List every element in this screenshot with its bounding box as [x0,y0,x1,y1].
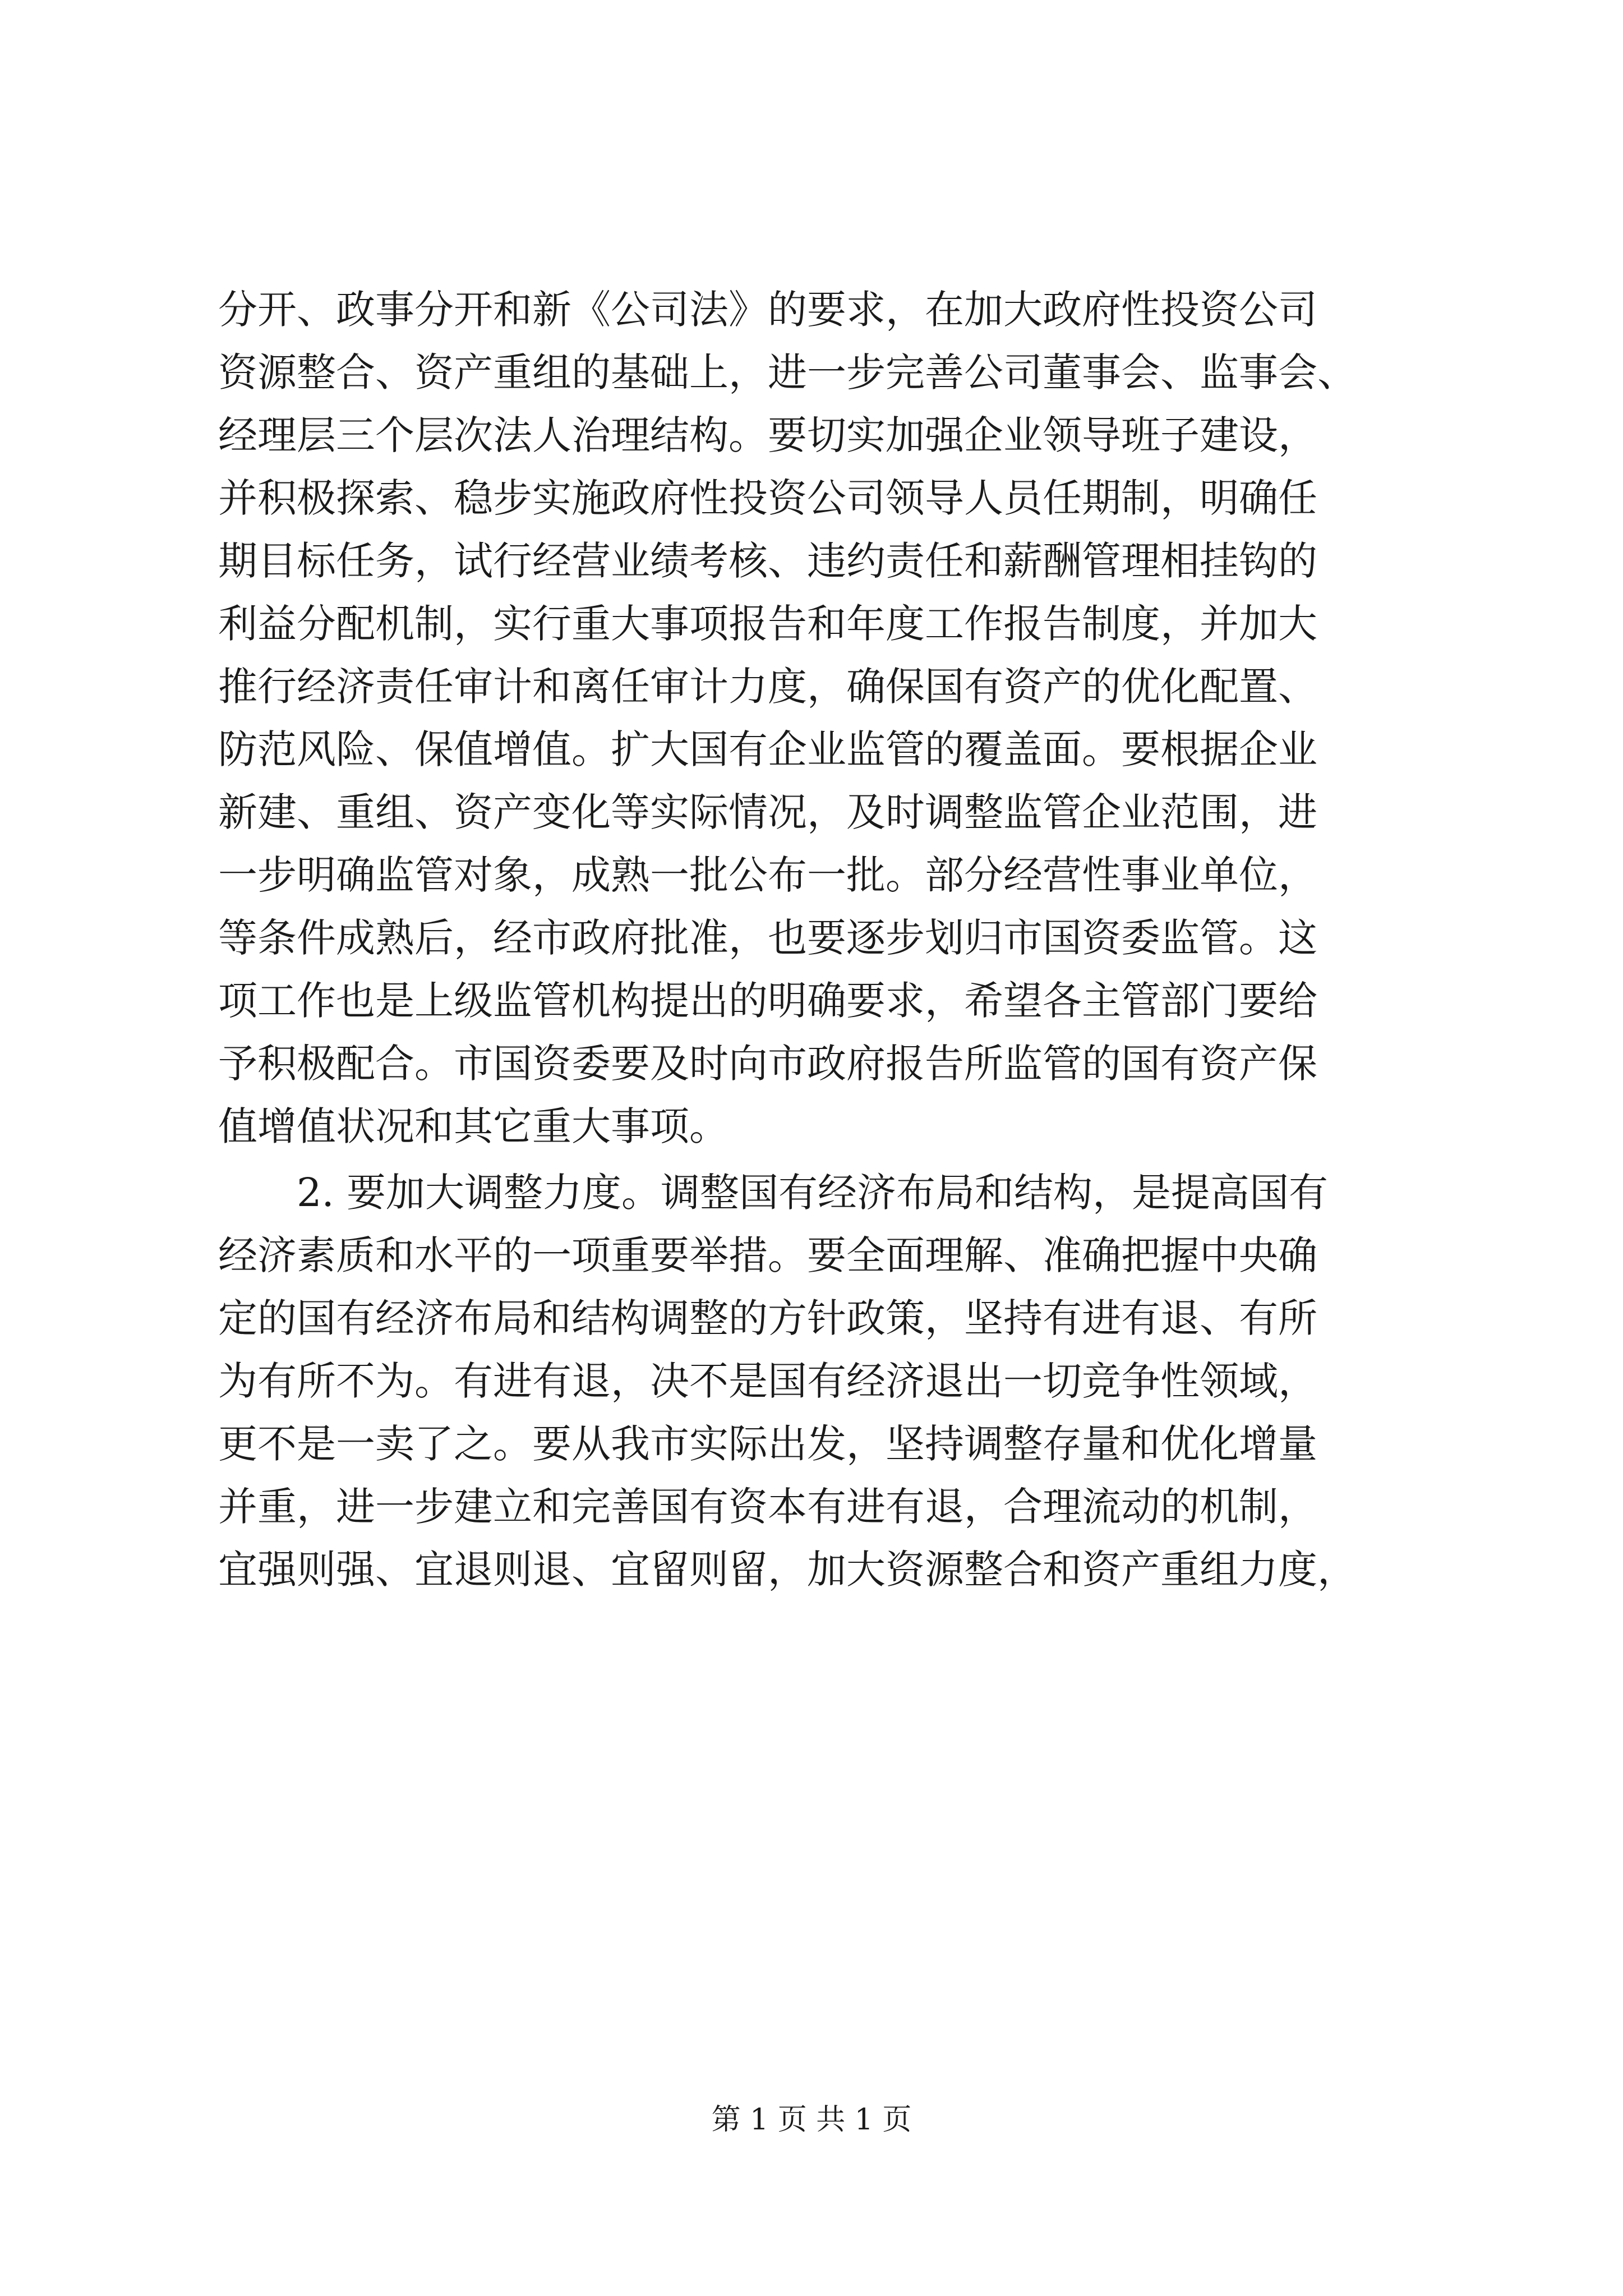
text-line: 期目标任务，试行经营业绩考核、违约责任和薪酬管理相挂钩的 [218,538,1317,584]
text-line: 为有所不为。有进有退，决不是国有经济退出一切竞争性领域， [218,1358,1317,1404]
text-line: 利益分配机制，实行重大事项报告和年度工作报告制度，并加大 [218,601,1317,647]
text-line: 值增值状况和其它重大事项。 [218,1103,728,1149]
text-line: 宜强则强、宜退则退、宜留则留，加大资源整合和资产重组力度， [218,1547,1357,1593]
text-line: 等条件成熟后，经市政府批准，也要逐步划归市国资委监管。这 [218,915,1317,961]
text-line: 一步明确监管对象，成熟一批公布一批。部分经营性事业单位， [218,852,1317,898]
text-line: 资源整合、资产重组的基础上，进一步完善公司董事会、监事会、 [218,349,1357,395]
text-line: 分开、政事分开和新《公司法》的要求，在加大政府性投资公司 [218,287,1317,333]
text-line: 推行经济责任审计和离任审计力度，确保国有资产的优化配置、 [218,664,1317,710]
text-line: 防范风险、保值增值。扩大国有企业监管的覆盖面。要根据企业 [218,726,1317,772]
text-line: 经理层三个层次法人治理结构。要切实加强企业领导班子建设， [218,412,1317,458]
text-line: 予积极配合。市国资委要及时向市政府报告所监管的国有资产保 [218,1041,1317,1087]
text-line: 更不是一卖了之。要从我市实际出发，坚持调整存量和优化增量 [218,1421,1317,1467]
text-line: 新建、重组、资产变化等实际情况，及时调整监管企业范围，进 [218,789,1317,835]
page-footer [0,2100,1623,2139]
text-line: 定的国有经济布局和结构调整的方针政策，坚持有进有退、有所 [218,1295,1317,1341]
paragraph-start-line: 2. 要加大调整力度。调整国有经济布局和结构，是提高国有 [297,1170,1329,1216]
text-line: 经济素质和水平的一项重要举措。要全面理解、准确把握中央确 [218,1232,1317,1278]
text-line: 并积极探索、稳步实施政府性投资公司领导人员任期制，明确任 [218,475,1317,521]
text-line: 项工作也是上级监管机构提出的明确要求，希望各主管部门要给 [218,978,1317,1024]
text-line: 并重，进一步建立和完善国有资本有进有退，合理流动的机制， [218,1484,1317,1530]
body-text [218,278,1418,1601]
page-number-label: 第 1 页 共 1 页 [711,2103,912,2137]
